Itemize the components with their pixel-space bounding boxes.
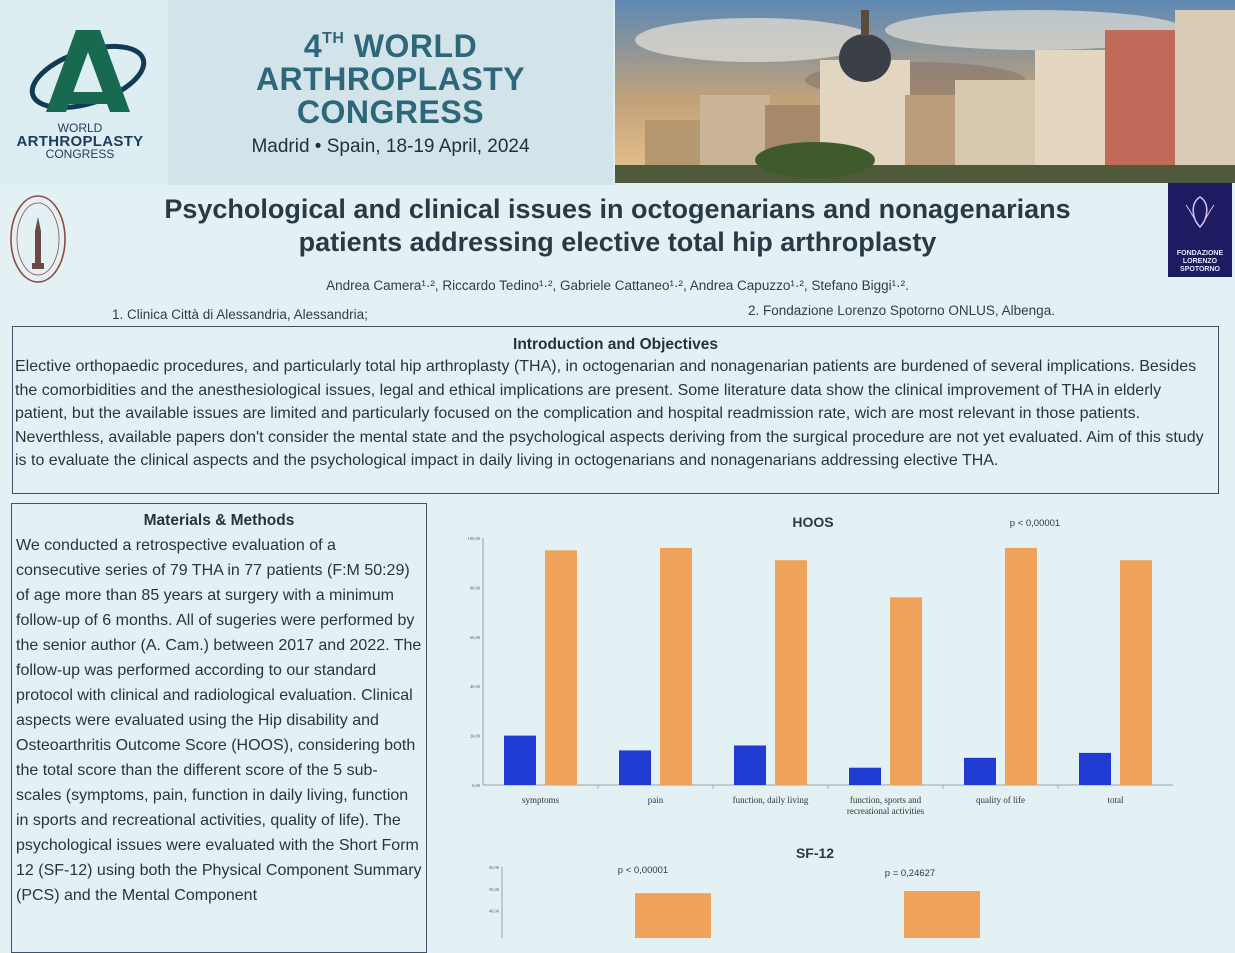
- sf12-y-tick-label: 50,00: [488, 886, 499, 892]
- affiliation-1: 1. Clinica Città di Alessandria, Alessandria;: [112, 307, 368, 322]
- logo-text: [10, 122, 150, 161]
- paper-title: [80, 193, 1155, 259]
- logo-line3: CONGRESS: [45, 147, 115, 161]
- hoos-bar-post: [1120, 560, 1152, 785]
- sf12-bar-post: [635, 893, 711, 938]
- sf12-chart: [445, 838, 1205, 938]
- introduction-body: Elective orthopaedic procedures, and particularly total hip arthroplasty (THA), in octogenarian and nonagenarian patients are burdened of several implications. Besides the comorbidities and the anesthesiological issues, legal and ethical implications are present. Some literature data show the clinical improvement of THA in elderly patient, but the available issues are limited and particularly focused on the complication and hospital readmission rate, wich are most relevant in those patients. Neverthless, available papers don't consider the mental state and the psychological aspects deriving from the surgical procedure are not yet evaluated. Aim of this study is to evaluate the clinical aspects and the psychological impact in daily living in octogenarians and nonagenarians addressing elective THA.: [15, 358, 1204, 470]
- hoos-plot-area: [468, 536, 1173, 816]
- hoos-category-label: symptoms: [521, 795, 560, 805]
- hoos-bar-post: [1005, 548, 1037, 785]
- affiliation-2: 2. Fondazione Lorenzo Spotorno ONLUS, Albenga.: [748, 303, 1055, 318]
- congress-title-line2: ARTHROPLASTY: [255, 61, 526, 97]
- logo-line2: ARTHROPLASTY: [16, 133, 144, 150]
- hoos-bar-pre: [849, 768, 881, 785]
- sf12-p-value-2: p = 0,24627: [884, 868, 936, 879]
- authors: Andrea Camera¹·², Riccardo Tedino¹·², Gabriele Cattaneo¹·², Andrea Capuzzo¹·², Stefano Biggi¹·².: [326, 278, 909, 293]
- hoos-bar-pre: [504, 736, 536, 785]
- paper-title-line1: Psychological and clinical issues in octogenarians and nonagenarians: [164, 194, 1071, 224]
- hoos-chart: [445, 505, 1205, 825]
- hoos-p-value: p < 0,00001: [1009, 518, 1061, 529]
- sf12-title: SF-12: [795, 845, 835, 861]
- hoos-y-tick-label: 80,00: [469, 585, 480, 591]
- logo-line1: WORLD: [57, 121, 103, 135]
- congress-ordinal: 4: [303, 28, 323, 64]
- congress-title-line3: CONGRESS: [296, 94, 485, 130]
- congress-title-line1: [168, 22, 613, 63]
- hoos-category-label: total: [1107, 795, 1124, 805]
- hoos-bar-post: [660, 548, 692, 785]
- paper-title-line2: patients addressing elective total hip arthroplasty: [298, 227, 937, 257]
- hoos-bar-pre: [619, 750, 651, 785]
- hoos-category-label: pain: [647, 795, 664, 805]
- sf12-p-value-1: p < 0,00001: [617, 865, 669, 876]
- hoos-y-tick-label: 60,00: [469, 634, 480, 640]
- introduction-heading: Introduction and Objectives: [513, 336, 718, 353]
- fondazione-logo-text: [1168, 250, 1232, 274]
- hoos-category-label: function, sports and: [849, 795, 922, 805]
- hoos-title: HOOS: [792, 514, 834, 530]
- sf12-y-tick-label: 40,00: [488, 908, 499, 914]
- madrid-city-photo: [615, 0, 1235, 183]
- hoos-category-label: function, daily living: [732, 795, 809, 805]
- hoos-bar-post: [545, 550, 577, 785]
- hoos-bar-pre: [964, 758, 996, 785]
- fondazione-emblem-icon: [1168, 183, 1232, 247]
- hoos-category-label: quality of life: [976, 795, 1025, 805]
- congress-title-rest: WORLD: [353, 28, 478, 64]
- methods-heading: Materials & Methods: [143, 512, 295, 529]
- fondazione-line2: LORENZO: [1182, 258, 1218, 265]
- sf12-y-tick-label: 60,00: [488, 865, 499, 870]
- congress-ordinal-suffix: TH: [322, 30, 345, 47]
- sf12-bar-post: [904, 891, 980, 938]
- congress-subtitle: Madrid • Spain, 18-19 April, 2024: [251, 136, 530, 157]
- municipal-seal: [8, 193, 68, 285]
- hoos-y-tick-label: 40,00: [469, 684, 480, 690]
- hoos-bar-post: [890, 597, 922, 785]
- congress-title: [168, 22, 613, 129]
- hoos-y-tick-label: 0,00: [472, 783, 480, 788]
- hoos-y-tick-label: 20,00: [469, 733, 480, 739]
- fondazione-line1: FONDAZIONE: [1176, 250, 1224, 257]
- hoos-category-label: recreational activities: [846, 806, 925, 816]
- fondazione-line3: SPOTORNO: [1180, 266, 1220, 273]
- methods-body: We conducted a retrospective evaluation of a consecutive series of 79 THA in 77 patients (F:M 50:29) of age more than 85 years at surgery with a minimum follow-up of 6 months. All of sugeries were performed by the senior author (A. Cam.) between 2017 and 2022. The follow-up was performed according to our standard protocol with clinical and radiological evaluation. Clinical aspects were evaluated using the Hip disability and Osteoarthritis Outcome Score (HOOS), considering both the total score than the different score of the 5 sub-scales (symptoms, pain, function in daily living, function in sports and recreational activities, quality of life). The psychological issues were evaluated with the Short Form 12 (SF-12) using both the Physical Component Summary (PCS) and the Mental Component: [16, 537, 422, 904]
- hoos-bar-pre: [734, 745, 766, 785]
- hoos-y-tick-label: 100,00: [467, 536, 480, 541]
- hoos-bar-post: [775, 560, 807, 785]
- hoos-bar-pre: [1079, 753, 1111, 785]
